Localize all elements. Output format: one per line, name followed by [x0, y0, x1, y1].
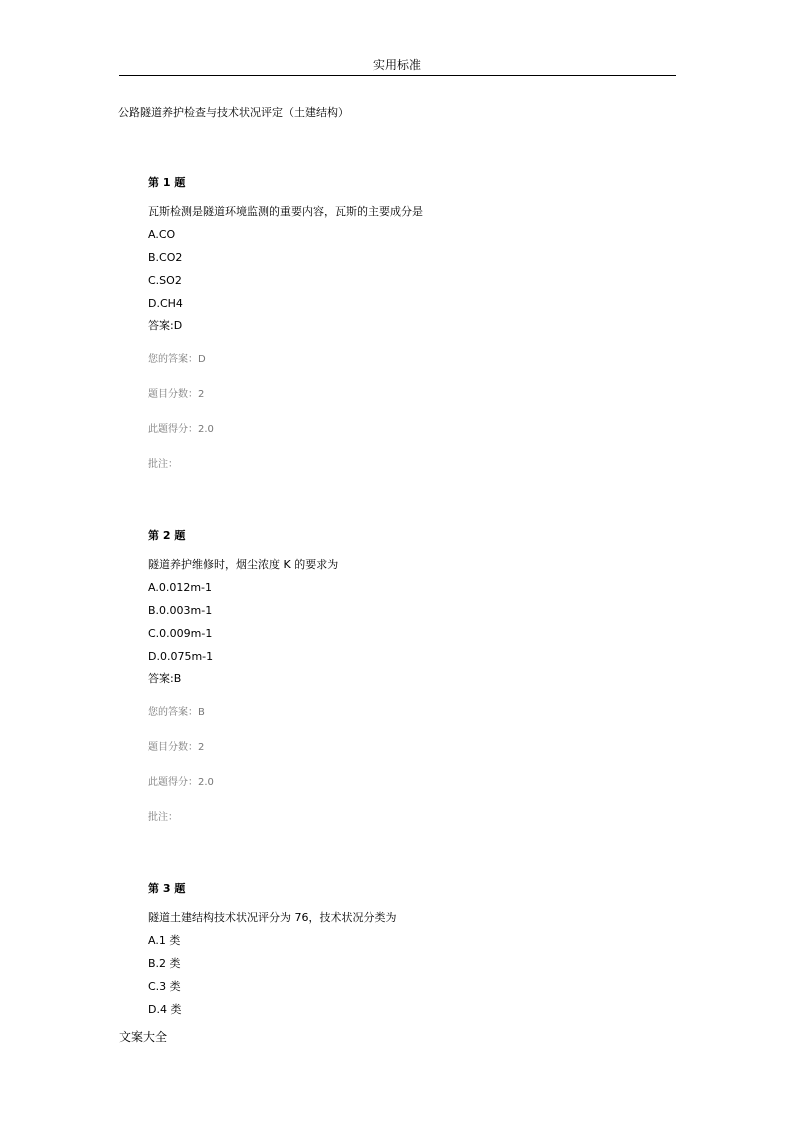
option-b: B.CO2: [148, 251, 183, 264]
option-a: A.1 类: [148, 934, 181, 947]
question-title: 第 1 题: [148, 176, 186, 189]
document-title: 公路隧道养护检查与技术状况评定（土建结构）: [118, 106, 349, 119]
option-a: A.CO: [148, 228, 176, 241]
page-header-title: 实用标准: [372, 58, 421, 72]
comment-label: 批注：: [148, 812, 178, 823]
page-footer-text: 文案大全: [119, 1030, 168, 1044]
correct-answer: 答案:B: [148, 672, 182, 685]
option-d: D.CH4: [148, 297, 183, 310]
your-answer: 您的答案：D: [148, 354, 206, 365]
comment-label: 批注：: [148, 459, 178, 470]
earned-score: 此题得分：2.0: [148, 777, 214, 788]
question-options: [148, 580, 668, 664]
option-c: C.SO2: [148, 274, 182, 287]
option-b: B.0.003m-1: [148, 604, 213, 617]
header-divider: [119, 75, 676, 76]
your-answer: 您的答案：B: [148, 707, 205, 718]
option-c: C.3 类: [148, 980, 181, 993]
option-a: A.0.012m-1: [148, 581, 213, 594]
option-d: D.4 类: [148, 1003, 182, 1016]
question-title: 第 3 题: [148, 882, 186, 895]
question-stem: 瓦斯检测是隧道环境监测的重要内容，瓦斯的主要成分是: [148, 205, 423, 218]
question-score: 题目分数：2: [148, 742, 205, 753]
question-stem: 隧道土建结构技术状况评分为 76，技术状况分类为: [148, 911, 397, 924]
question-3: [148, 881, 668, 1017]
option-c: C.0.009m-1: [148, 627, 213, 640]
question-options: [148, 933, 668, 1017]
option-b: B.2 类: [148, 957, 181, 970]
question-title: 第 2 题: [148, 529, 186, 542]
correct-answer: 答案:D: [148, 319, 183, 332]
question-1: [148, 175, 668, 472]
question-stem: 隧道养护维修时，烟尘浓度 K 的要求为: [148, 558, 339, 571]
option-d: D.0.075m-1: [148, 650, 214, 663]
question-score: 题目分数：2: [148, 389, 205, 400]
question-2: [148, 528, 668, 825]
question-options: [148, 227, 668, 311]
earned-score: 此题得分：2.0: [148, 424, 214, 435]
